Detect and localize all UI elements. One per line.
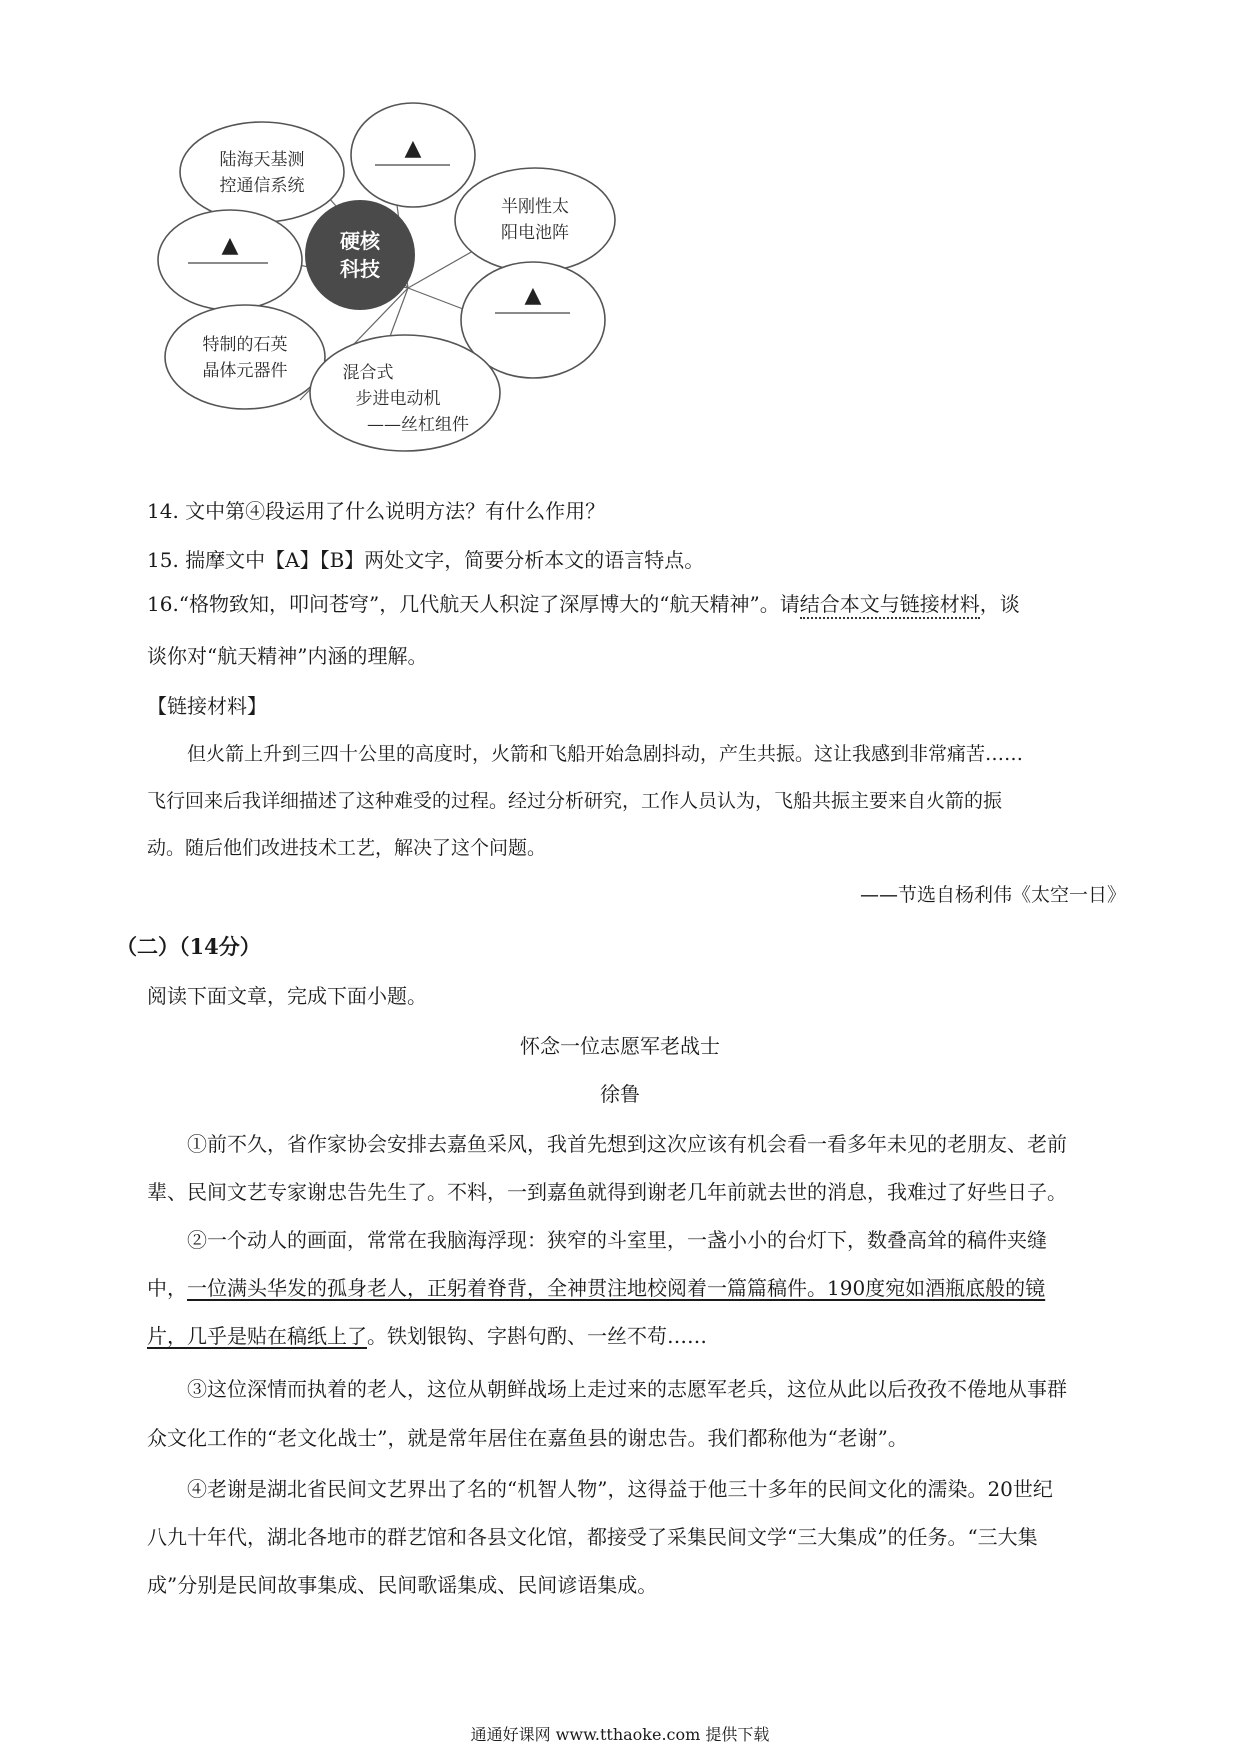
node-label: 晶体元器件 [202, 361, 288, 381]
paragraph-line: 八九十年代，湖北各地市的群艺馆和各县文化馆，都接受了采集民间文学“三大集成”的任务。“三大集 [147, 1525, 1038, 1549]
paragraph-line: ③这位深情而执着的老人，这位从朝鲜战场上走过来的志愿军老兵，这位从此以后孜孜不倦地从事群 [187, 1377, 1067, 1401]
article-author: 徐鲁 [600, 1082, 640, 1106]
paragraph-line: ②一个动人的画面，常常在我脑海浮现：狭窄的斗室里，一盏小小的台灯下，数叠高耸的稿件夹缝 [187, 1228, 1047, 1252]
underlined-text: 一位满头华发的孤身老人，正躬着脊背，全神贯注地校阅着一篇篇稿件。190度宛如酒瓶底般的镜 [187, 1276, 1046, 1300]
node-ground-system [180, 122, 344, 222]
article-title: 怀念一位志愿军老战士 [520, 1034, 720, 1058]
node-quartz [165, 305, 325, 409]
paragraph-line [147, 1322, 707, 1350]
center-node [305, 200, 415, 310]
question-14: 14. 文中第④段运用了什么说明方法？有什么作用？ [147, 499, 606, 523]
node-solar-array [455, 168, 615, 272]
node-label: 步进电动机 [355, 389, 441, 409]
concept-diagram [150, 100, 620, 460]
question-16 [147, 590, 1020, 618]
question-16-cont: 谈你对“航天精神”内涵的理解。 [147, 644, 428, 668]
paragraph-line: ①前不久，省作家协会安排去嘉鱼采风，我首先想到这次应该有机会看一看多年未见的老朋友、老前 [187, 1132, 1067, 1156]
paragraph-line: ④老谢是湖北省民间文艺界出了名的“机智人物”，这得益于他三十多年的民间文化的濡染。20世纪 [187, 1477, 1053, 1501]
paragraph-line: 辈、民间文艺专家谢忠告先生了。不料，一到嘉鱼就得到谢老几年前就去世的消息，我难过了好些日子。 [147, 1180, 1067, 1204]
center-label-2: 科技 [340, 257, 380, 281]
emphasis-dots: 结合本文与链接材料 [800, 592, 980, 619]
paragraph-text: 。铁划银钩、字斟句酌、一丝不苟…… [367, 1324, 707, 1348]
paragraph-line: 众文化工作的“老文化战士”，就是常年居住在嘉鱼县的谢忠告。我们都称他为“老谢”。 [147, 1426, 908, 1450]
link-material-line: 飞行回来后我详细描述了这种难受的过程。经过分析研究，工作人员认为，飞船共振主要来自火箭的振 [147, 790, 1003, 812]
paragraph-line [147, 1274, 1045, 1302]
paragraph-line: 成”分别是民间故事集成、民间歌谣集成、民间谚语集成。 [147, 1573, 658, 1597]
page-footer: 通通好课网 www.tthaoke.com 提供下载 [470, 1725, 770, 1744]
triangle-icon: ▲ [221, 233, 239, 258]
center-label-1: 硬核 [340, 229, 380, 253]
node-label: 特制的石英 [202, 335, 288, 355]
node-label: 阳电池阵 [501, 223, 569, 243]
link-material-line: 动。随后他们改进技术工艺，解决了这个问题。 [147, 837, 547, 859]
question-15: 15. 揣摩文中【A】【B】两处文字，简要分析本文的语言特点。 [147, 548, 705, 572]
question-16-text: 16.“格物致知，叩问苍穹”，几代航天人积淀了深厚博大的“航天精神”。请 [147, 592, 800, 616]
link-material-line: 但火箭上升到三四十公里的高度时，火箭和飞船开始急剧抖动，产生共振。这让我感到非常痛苦…… [187, 743, 1024, 765]
node-label: 陆海天基测 [219, 150, 305, 170]
node-label: 半刚性太 [501, 197, 569, 217]
instruction: 阅读下面文章，完成下面小题。 [147, 984, 427, 1008]
underlined-text: 片，几乎是贴在稿纸上了 [147, 1324, 367, 1348]
paragraph-text: 中， [147, 1276, 187, 1300]
section-heading: （二）（14分） [116, 934, 261, 959]
node-label: 控通信系统 [219, 176, 305, 196]
link-material-heading: 【链接材料】 [147, 694, 267, 718]
node-label: 混合式 [342, 363, 394, 383]
node-label: ——丝杠组件 [367, 415, 469, 435]
link-material-source: ——节选自杨利伟《太空一日》 [859, 884, 1126, 906]
node-blank-left [158, 210, 302, 310]
triangle-icon: ▲ [404, 136, 422, 161]
triangle-icon: ▲ [524, 283, 542, 308]
question-16-text: ，谈 [979, 592, 1020, 616]
